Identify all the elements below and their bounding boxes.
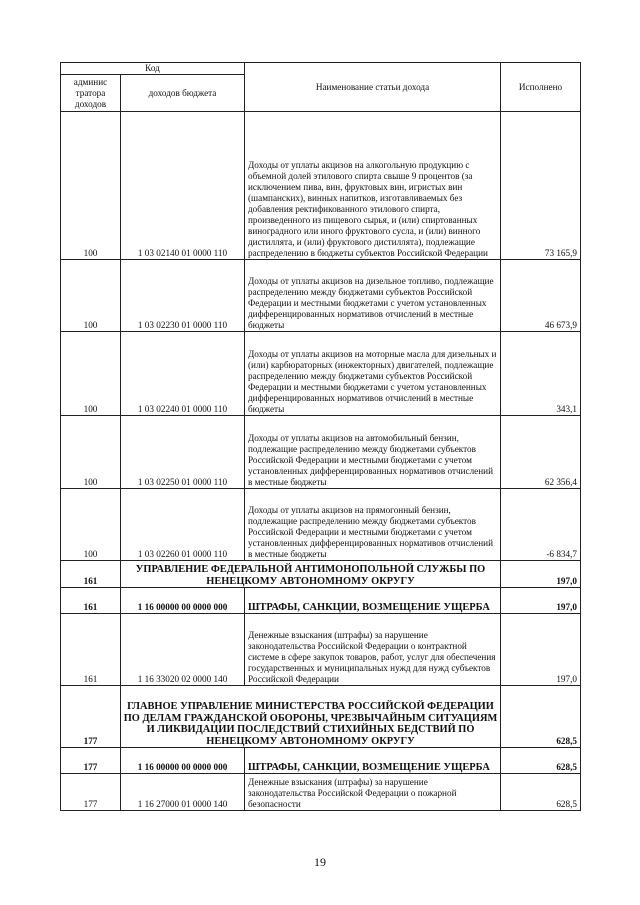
budget-code-cell: 1 16 27000 01 0000 140: [121, 774, 245, 811]
budget-code-cell: 1 03 02140 01 0000 110: [121, 112, 245, 260]
executed-value-cell: 628,5: [501, 774, 581, 811]
table-row: [61, 489, 581, 561]
code-group-header: Код: [61, 63, 245, 75]
table-row-section: [61, 686, 581, 748]
table-row: [61, 332, 581, 416]
budget-code-cell: 1 16 00000 00 0000 000: [121, 748, 245, 774]
revenue-name-cell: ШТРАФЫ, САНКЦИИ, ВОЗМЕЩЕНИЕ УЩЕРБА: [245, 588, 501, 614]
admin-code-cell: 100: [61, 260, 121, 332]
admin-code-cell: 177: [61, 774, 121, 811]
executed-value-cell: 628,5: [501, 686, 581, 748]
table-row: [61, 260, 581, 332]
table-row-subtotal: [61, 588, 581, 614]
name-column-header: Наименование статьи дохода: [245, 63, 501, 112]
executed-value-cell: 343,1: [501, 332, 581, 416]
budget-code-column-header: доходов бюджета: [121, 75, 245, 112]
section-title-cell: ГЛАВНОЕ УПРАВЛЕНИЕ МИНИСТЕРСТВА РОССИЙСКОЙ ФЕДЕРАЦИИ ПО ДЕЛАМ ГРАЖДАНСКОЙ ОБОРОНЫ, ЧРЕЗВЫЧАЙНЫМ СИТУАЦИЯМ И ЛИКВИДАЦИИ ПОСЛЕДСТВИЙ СТИХИЙНЫХ БЕДСТВИЙ ПО НЕНЕЦКОМУ АВТОНОМНОМУ ОКРУГУ: [121, 686, 501, 748]
revenue-name-cell: ШТРАФЫ, САНКЦИИ, ВОЗМЕЩЕНИЕ УЩЕРБА: [245, 748, 501, 774]
section-title-cell: УПРАВЛЕНИЕ ФЕДЕРАЛЬНОЙ АНТИМОНОПОЛЬНОЙ СЛУЖБЫ ПО НЕНЕЦКОМУ АВТОНОМНОМУ ОКРУГУ: [121, 561, 501, 588]
executed-value-cell: 62 356,4: [501, 416, 581, 489]
budget-code-cell: 1 16 33020 02 0000 140: [121, 614, 245, 686]
budget-code-cell: 1 03 02260 01 0000 110: [121, 489, 245, 561]
admin-column-header: админис тратора доходов: [61, 75, 121, 112]
revenue-name-cell: Доходы от уплаты акцизов на автомобильный бензин, подлежащие распределению между бюджетами субъектов Российской Федерации и местными бюджетами с учетом установленных дифференцированных нормативов отчислений в местные бюджеты: [245, 416, 501, 489]
budget-code-cell: 1 03 02230 01 0000 110: [121, 260, 245, 332]
admin-code-cell: 100: [61, 112, 121, 260]
executed-value-cell: -6 834,7: [501, 489, 581, 561]
revenue-name-cell: Денежные взыскания (штрафы) за нарушение законодательства Российской Федерации о пожарной безопасности: [245, 774, 501, 811]
admin-code-cell: 177: [61, 748, 121, 774]
table-row: [61, 416, 581, 489]
table-row: [61, 774, 581, 811]
revenue-name-cell: Доходы от уплаты акцизов на прямогонный бензин, подлежащие распределению между бюджетами субъектов Российской Федерации и местными бюджетами с учетом установленных дифференцированных нормативов отчислений в местные бюджеты: [245, 489, 501, 561]
revenue-name-cell: Доходы от уплаты акцизов на алкогольную продукцию с объемной долей этилового спирта свыше 9 процентов (за исключением пива, вин, фруктовых вин, игристых вин (шампанских), винных напитков, изготавливаемых без добавления ректификованного этилового спирта, произведенного из пищевого сырья, и (или) спиртованных виноградного или иного фруктового сусла, и (или) винного дистиллята, и (или) фруктового дистиллята), подлежащие распределению в бюджеты субъектов Российской Федерации: [245, 112, 501, 260]
admin-code-cell: 100: [61, 416, 121, 489]
page-number: 19: [314, 855, 326, 869]
admin-code-cell: 177: [61, 686, 121, 748]
admin-code-cell: 161: [61, 614, 121, 686]
executed-value-cell: 46 673,9: [501, 260, 581, 332]
admin-code-cell: 100: [61, 489, 121, 561]
admin-code-cell: 161: [61, 561, 121, 588]
revenue-name-cell: Доходы от уплаты акцизов на дизельное топливо, подлежащие распределению между бюджетами субъектов Российской Федерации и местными бюджетами с учетом установленных дифференцированных нормативов отчислений в местные бюджеты: [245, 260, 501, 332]
table-row-section: [61, 561, 581, 588]
revenue-name-cell: Денежные взыскания (штрафы) за нарушение законодательства Российской Федерации о контрактной системе в сфере закупок товаров, работ, услуг для обеспечения государственных и муниципальных нужд для нужд субъектов Российской Федерации: [245, 614, 501, 686]
table-row: [61, 112, 581, 260]
admin-code-cell: 161: [61, 588, 121, 614]
executed-value-cell: 197,0: [501, 614, 581, 686]
revenue-name-cell: Доходы от уплаты акцизов на моторные масла для дизельных и (или) карбюраторных (инжекторных) двигателей, подлежащие распределению между бюджетами субъектов Российской Федерации и местными бюджетами с учетом установленных дифференцированных нормативов отчислений в местные бюджеты: [245, 332, 501, 416]
executed-value-cell: 628,5: [501, 748, 581, 774]
revenue-table: [60, 62, 581, 811]
value-column-header: Исполнено: [501, 63, 581, 112]
executed-value-cell: 197,0: [501, 588, 581, 614]
budget-code-cell: 1 03 02250 01 0000 110: [121, 416, 245, 489]
header-row-group: [61, 63, 581, 75]
budget-code-cell: 1 03 02240 01 0000 110: [121, 332, 245, 416]
table-row: [61, 614, 581, 686]
budget-code-cell: 1 16 00000 00 0000 000: [121, 588, 245, 614]
executed-value-cell: 197,0: [501, 561, 581, 588]
executed-value-cell: 73 165,9: [501, 112, 581, 260]
admin-code-cell: 100: [61, 332, 121, 416]
table-row-subtotal: [61, 748, 581, 774]
